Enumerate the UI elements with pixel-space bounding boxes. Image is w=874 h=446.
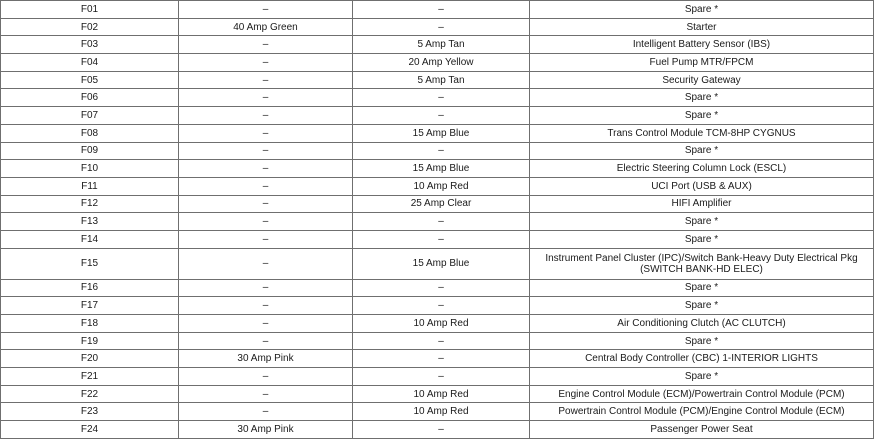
cartridge-fuse-cell: – [179,385,353,403]
cartridge-fuse-cell: – [179,368,353,386]
fuse-cavity-cell: F06 [1,89,179,107]
table-row [1,1,874,19]
cartridge-fuse-cell: – [179,124,353,142]
fuse-cavity-cell: F24 [1,421,179,439]
fuse-cavity-cell: F13 [1,213,179,231]
table-row [1,279,874,297]
fuse-cavity-cell: F22 [1,385,179,403]
fuse-description-cell: Electric Steering Column Lock (ESCL) [530,160,874,178]
mini-fuse-cell: 5 Amp Tan [353,36,530,54]
cartridge-fuse-cell: 40 Amp Green [179,18,353,36]
fuse-description-cell: Spare * [530,89,874,107]
cartridge-fuse-cell: – [179,213,353,231]
fuse-cavity-cell: F16 [1,279,179,297]
fuse-cavity-cell: F02 [1,18,179,36]
fuse-description-cell: Fuel Pump MTR/FPCM [530,54,874,72]
table-row [1,350,874,368]
table-row [1,230,874,248]
cartridge-fuse-cell: – [179,248,353,279]
table-row [1,332,874,350]
fuse-description-cell: Intelligent Battery Sensor (IBS) [530,36,874,54]
table-row [1,195,874,213]
cartridge-fuse-cell: – [179,107,353,125]
cartridge-fuse-cell: 30 Amp Pink [179,421,353,439]
fuse-description-cell: Spare * [530,279,874,297]
fuse-cavity-cell: F17 [1,297,179,315]
mini-fuse-cell: 10 Amp Red [353,177,530,195]
fuse-description-cell: Central Body Controller (CBC) 1-INTERIOR LIGHTS [530,350,874,368]
fuse-description-cell: Spare * [530,107,874,125]
mini-fuse-cell: – [353,297,530,315]
mini-fuse-cell: – [353,350,530,368]
fuse-description-cell: Trans Control Module TCM-8HP CYGNUS [530,124,874,142]
table-row [1,213,874,231]
cartridge-fuse-cell: – [179,177,353,195]
fuse-cavity-cell: F14 [1,230,179,248]
mini-fuse-cell: – [353,368,530,386]
fuse-description-cell: Spare * [530,230,874,248]
cartridge-fuse-cell: – [179,89,353,107]
mini-fuse-cell: 10 Amp Red [353,315,530,333]
fuse-cavity-cell: F07 [1,107,179,125]
mini-fuse-cell: 5 Amp Tan [353,71,530,89]
table-row [1,71,874,89]
fuse-cavity-cell: F10 [1,160,179,178]
mini-fuse-cell: – [353,421,530,439]
table-row [1,385,874,403]
fuse-description-cell: Spare * [530,1,874,19]
mini-fuse-cell: 15 Amp Blue [353,124,530,142]
cartridge-fuse-cell: – [179,332,353,350]
cartridge-fuse-cell: – [179,160,353,178]
cartridge-fuse-cell: – [179,279,353,297]
fuse-cavity-cell: F23 [1,403,179,421]
fuse-description-cell: Spare * [530,142,874,160]
mini-fuse-cell: – [353,1,530,19]
mini-fuse-cell: 15 Amp Blue [353,248,530,279]
table-row [1,142,874,160]
table-row [1,107,874,125]
mini-fuse-cell: – [353,213,530,231]
fuse-description-cell: Engine Control Module (ECM)/Powertrain Control Module (PCM) [530,385,874,403]
table-row [1,124,874,142]
table-row [1,160,874,178]
mini-fuse-cell: – [353,230,530,248]
fuse-description-cell: UCI Port (USB & AUX) [530,177,874,195]
cartridge-fuse-cell: – [179,71,353,89]
cartridge-fuse-cell: – [179,142,353,160]
fuse-cavity-cell: F20 [1,350,179,368]
cartridge-fuse-cell: – [179,54,353,72]
mini-fuse-cell: – [353,89,530,107]
table-row [1,403,874,421]
fuse-description-cell: Air Conditioning Clutch (AC CLUTCH) [530,315,874,333]
mini-fuse-cell: 10 Amp Red [353,385,530,403]
fuse-description-cell: Spare * [530,297,874,315]
mini-fuse-cell: – [353,332,530,350]
cartridge-fuse-cell: 30 Amp Pink [179,350,353,368]
fuse-cavity-cell: F12 [1,195,179,213]
table-row [1,54,874,72]
fuse-description-cell: Instrument Panel Cluster (IPC)/Switch Bank-Heavy Duty Electrical Pkg (SWITCH BANK-HD ELEC) [530,248,874,279]
cartridge-fuse-cell: – [179,1,353,19]
cartridge-fuse-cell: – [179,315,353,333]
table-row [1,36,874,54]
cartridge-fuse-cell: – [179,36,353,54]
fuse-cavity-cell: F19 [1,332,179,350]
table-row [1,421,874,439]
fuse-description-cell: Passenger Power Seat [530,421,874,439]
fuse-cavity-cell: F01 [1,1,179,19]
cartridge-fuse-cell: – [179,297,353,315]
table-row [1,177,874,195]
mini-fuse-cell: 20 Amp Yellow [353,54,530,72]
fuse-cavity-cell: F21 [1,368,179,386]
fuse-description-cell: HIFI Amplifier [530,195,874,213]
cartridge-fuse-cell: – [179,230,353,248]
table-row [1,297,874,315]
fuse-table-body [1,1,874,439]
mini-fuse-cell: 10 Amp Red [353,403,530,421]
table-row [1,248,874,279]
mini-fuse-cell: 15 Amp Blue [353,160,530,178]
fuse-description-cell: Starter [530,18,874,36]
cartridge-fuse-cell: – [179,195,353,213]
mini-fuse-cell: – [353,142,530,160]
cartridge-fuse-cell: – [179,403,353,421]
fuse-cavity-cell: F09 [1,142,179,160]
mini-fuse-cell: – [353,279,530,297]
fuse-cavity-cell: F08 [1,124,179,142]
mini-fuse-cell: 25 Amp Clear [353,195,530,213]
fuse-description-cell: Powertrain Control Module (PCM)/Engine Control Module (ECM) [530,403,874,421]
table-row [1,315,874,333]
fuse-description-cell: Security Gateway [530,71,874,89]
fuse-cavity-cell: F18 [1,315,179,333]
fuse-cavity-cell: F15 [1,248,179,279]
fuse-description-cell: Spare * [530,332,874,350]
fuse-cavity-cell: F05 [1,71,179,89]
table-row [1,368,874,386]
mini-fuse-cell: – [353,18,530,36]
table-row [1,18,874,36]
fuse-description-cell: Spare * [530,213,874,231]
mini-fuse-cell: – [353,107,530,125]
fuse-cavity-cell: F04 [1,54,179,72]
fuse-cavity-cell: F11 [1,177,179,195]
fuse-description-cell: Spare * [530,368,874,386]
table-row [1,89,874,107]
fuse-cavity-cell: F03 [1,36,179,54]
